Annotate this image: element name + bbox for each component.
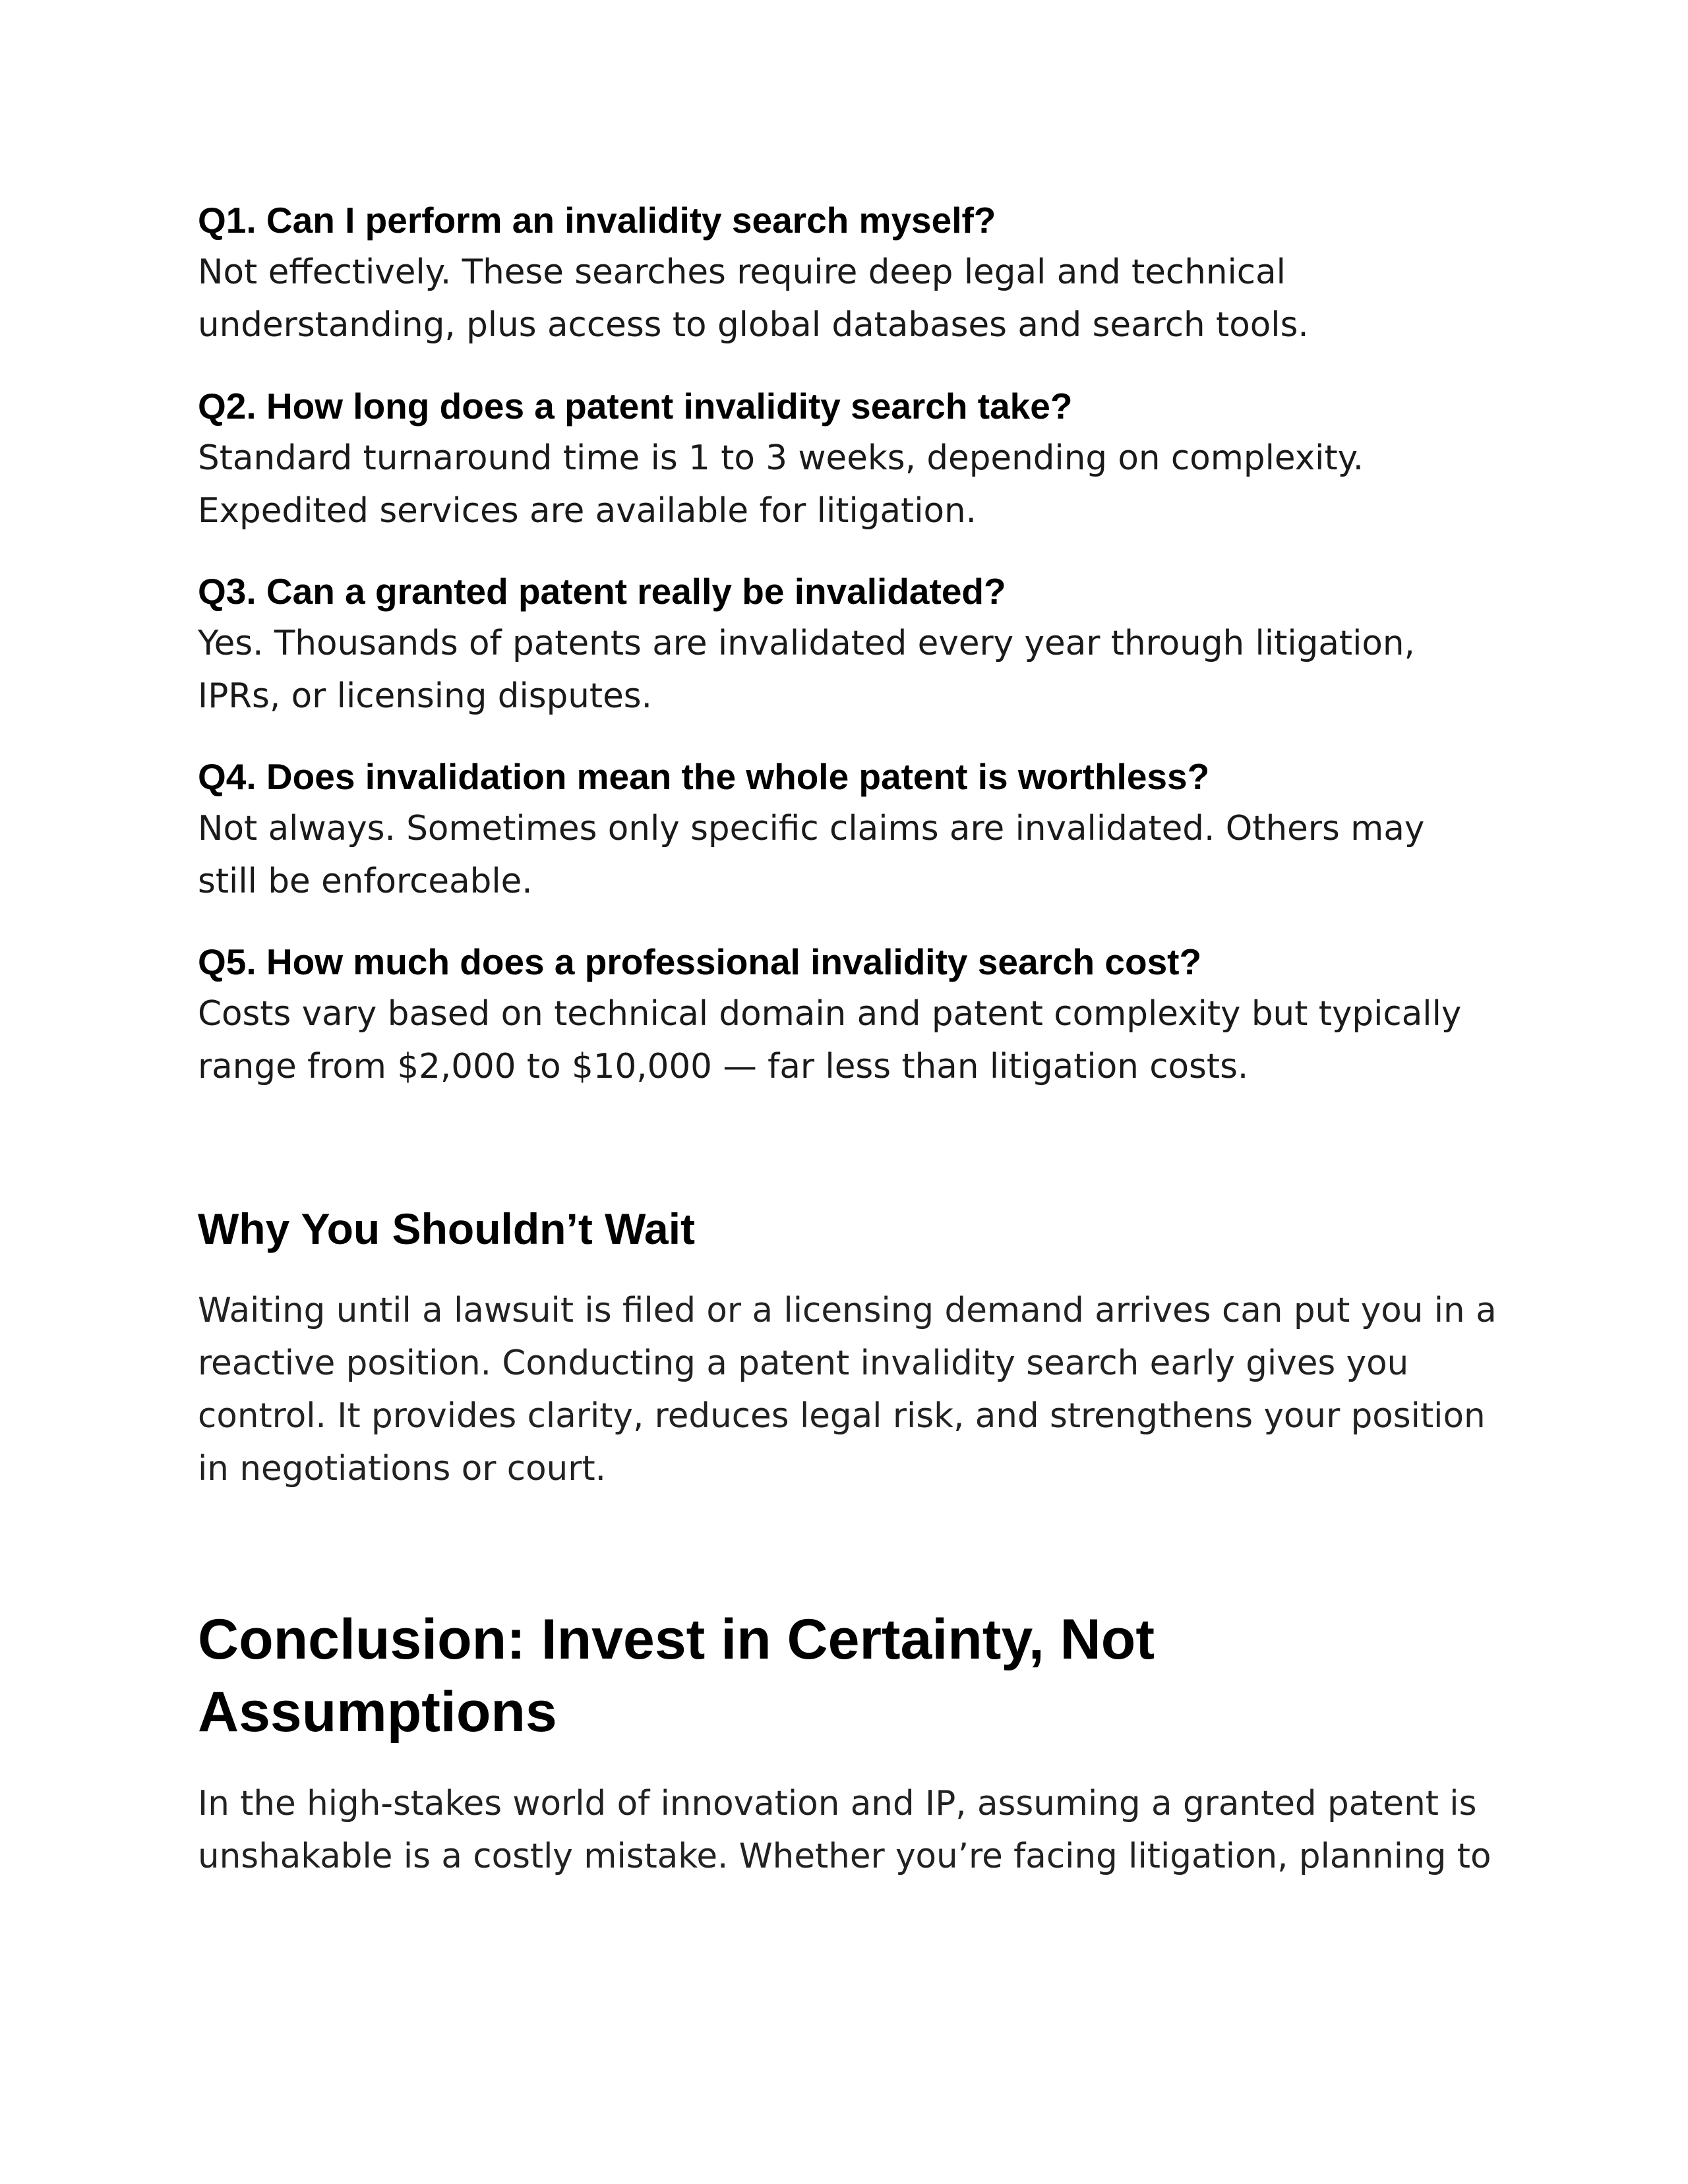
- paragraph-line: In the high-stakes world of innovation and IP, assuming a granted patent is: [198, 1784, 1477, 1823]
- paragraph-line: in negotiations or court.: [198, 1449, 607, 1489]
- faq-answer: [198, 246, 1490, 351]
- section-heading-conclusion: [198, 1603, 1155, 1748]
- faq-answer: [198, 432, 1490, 537]
- paragraph-line: control. It provides clarity, reduces legal risk, and strengthens your position: [198, 1396, 1486, 1436]
- faq-item-5: [198, 937, 1490, 1093]
- heading-line: Conclusion: Invest in Certainty, Not: [198, 1608, 1155, 1671]
- paragraph-line: Waiting until a lawsuit is filed or a licensing demand arrives can put you in a: [198, 1291, 1497, 1330]
- paragraph-line: unshakable is a costly mistake. Whether you’re facing litigation, planning to: [198, 1837, 1492, 1876]
- faq-answer: [198, 988, 1490, 1093]
- faq-answer-line: Standard turnaround time is 1 to 3 weeks, depending on complexity.: [198, 438, 1364, 478]
- faq-question: Q5. How much does a professional invalidity search cost?: [198, 941, 1202, 982]
- faq-item-2: [198, 381, 1490, 537]
- why-wait-paragraph: [198, 1284, 1497, 1495]
- faq-answer: [198, 802, 1490, 908]
- section-heading-why-wait: Why You Shouldn’t Wait: [198, 1204, 696, 1253]
- faq-answer-line: understanding, plus access to global databases and search tools.: [198, 305, 1309, 345]
- faq-answer-line: still be enforceable.: [198, 862, 533, 901]
- faq-item-1: [198, 195, 1490, 351]
- conclusion-paragraph: [198, 1777, 1491, 1883]
- faq-answer-line: Not effectively. These searches require deep legal and technical: [198, 252, 1286, 292]
- heading-line: Assumptions: [198, 1680, 557, 1744]
- faq-question: Q2. How long does a patent invalidity search take?: [198, 386, 1073, 427]
- paragraph-line: reactive position. Conducting a patent invalidity search early gives you: [198, 1343, 1409, 1383]
- faq-answer-line: IPRs, or licensing disputes.: [198, 676, 652, 716]
- faq-item-4: [198, 752, 1490, 908]
- faq-answer-line: range from $2,000 to $10,000 — far less than litigation costs.: [198, 1047, 1249, 1086]
- faq-question: Q1. Can I perform an invalidity search myself?: [198, 200, 996, 241]
- faq-question: Q4. Does invalidation mean the whole patent is worthless?: [198, 756, 1210, 797]
- faq-answer-line: Yes. Thousands of patents are invalidated every year through litigation,: [198, 624, 1415, 663]
- faq-question: Q3. Can a granted patent really be invalidated?: [198, 571, 1006, 612]
- faq-answer-line: Not always. Sometimes only specific claims are invalidated. Others may: [198, 809, 1425, 848]
- faq-answer-line: Expedited services are available for litigation.: [198, 491, 977, 531]
- faq-answer-line: Costs vary based on technical domain and patent complexity but typically: [198, 994, 1462, 1034]
- faq-answer: [198, 617, 1490, 723]
- faq-item-3: [198, 566, 1490, 723]
